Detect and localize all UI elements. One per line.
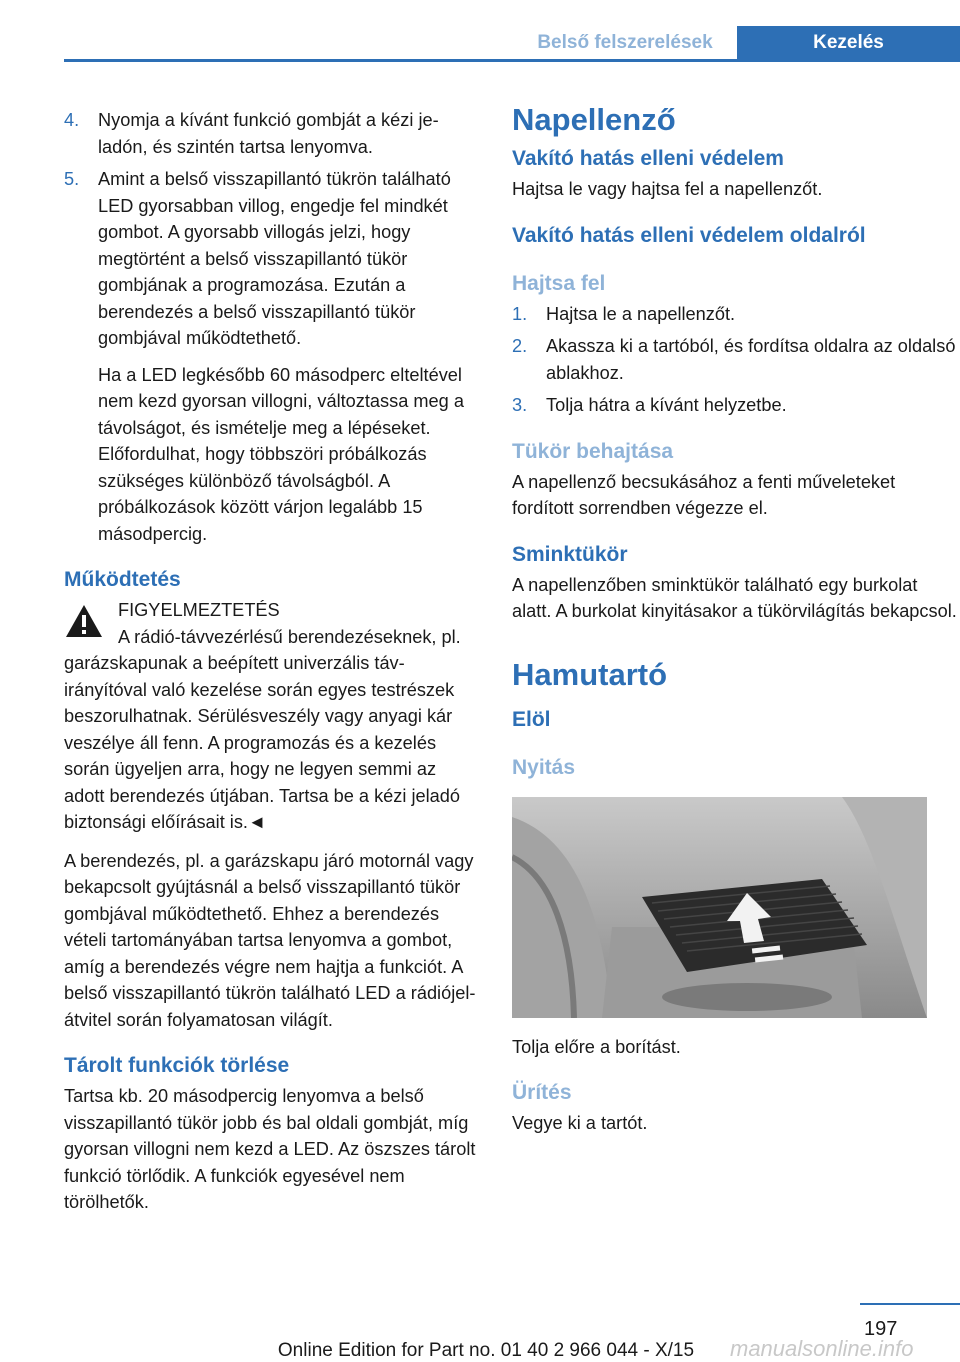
operation-text: A berendezés, pl. a garázskapu járó motornál vagy bekapcsolt gyújtásnál a belső visszapillantó tükör gombjával működtethető. Ehhez a berendezés vételi tartományában tartsa lenyomva a gombot, amíg a berendezés végre nem hajtja a funkciót. A belső visszapillantó tükrön található LED a rádiójel-átvitel során folyamatosan világít. (64, 850, 476, 1030)
heading-vakito-hatas: Vakító hatás elleni védelem (512, 147, 784, 170)
steps-list (64, 107, 477, 352)
tab-kezeles[interactable]: Kezelés (737, 26, 960, 59)
step-number: 4. (64, 110, 80, 130)
list-item (64, 166, 477, 352)
glare-text: Hajtsa le vagy hajtsa fel a napellenzőt. (512, 179, 823, 199)
step-text: Nyomja a kívánt funkció gombját a kézi jeladón, és szintén tartsa lenyomva. (98, 110, 439, 157)
list-item (512, 301, 958, 328)
heading-urites: Ürítés (512, 1081, 572, 1104)
list-item (64, 107, 477, 160)
step-text: Akassza ki a tartóból, és fordítsa oldalra az oldalsó ablakhoz. (546, 336, 956, 383)
warning-block (64, 597, 477, 624)
step-text: Tolja hátra a kívánt helyzetbe. (546, 395, 787, 415)
header-rule (64, 59, 960, 62)
heading-hajtsa-fel: Hajtsa fel (512, 271, 606, 295)
heading-mukodtetes: Működtetés (64, 568, 181, 591)
ashtray-photo (512, 797, 927, 1018)
heading-nyitas: Nyitás (512, 755, 576, 779)
step5-note: Ha a LED legkésőbb 60 másodperc elteltével nem kezd gyorsan villogni, változtassa meg a távolságot, és ismételje meg a lépéseket. Előfordulhat, hogy többszöri próbálkozás szükséges különböző távolságból. A próbálkozások között várjon legalább 15 másodpercig. (98, 364, 464, 544)
delete-text: Tartsa kb. 20 másodpercig lenyomva a belső visszapillantó tükör jobb és bal oldali gombját, míg gyorsan villogni nem kezd a LED. Az öszszes tárolt funkció törlődik. A funkciók egyesével nem törölhetők. (64, 1086, 476, 1212)
edition-footer: Online Edition for Part no. 01 40 2 966 044 - X/15 (277, 1340, 695, 1361)
fold-back-text: A napellenző becsukásához a fenti műveleteket fordított sorrendben végezze el. (512, 471, 896, 518)
page-number: 197 (864, 1318, 898, 1340)
vanity-text: A napellenzőben sminktükör található egy burkolat alatt. A burkolat kinyitásakor a tükörvilágítás bekapcsol. (512, 574, 957, 621)
warning-triangle-icon (64, 603, 104, 639)
open-text: Tolja előre a borítást. (512, 1036, 681, 1057)
fold-steps-list (512, 301, 958, 419)
step-number: 3. (512, 395, 528, 415)
warning-text-body: A rádió-távvezérlésű berendezéseknek, pl. garázskapunak a beépített univerzális távirányítóval való kezelése során egyes testrészek beszorulhatnak. Sérülésveszély vagy anyagi kár veszélye áll fenn. A programozás és a kezelés során ügyeljen arra, hogy ne legyen semmi az adott berendezés útjában. Tartsa be a kézi jeladó biztonsági előírásait is.◄ (64, 626, 461, 832)
heading-tarolt-funkciok-torlese: Tárolt funkciók törlése (64, 1054, 290, 1077)
step-number: 1. (512, 303, 528, 324)
right-column (512, 100, 958, 1149)
page-number-rule (860, 1303, 960, 1305)
heading-elol: Elöl (512, 707, 551, 731)
list-item (512, 392, 958, 419)
list-item (512, 333, 958, 386)
heading-sminktukor: Sminktükör (512, 542, 628, 566)
warning-text (64, 624, 477, 836)
watermark: manualsonline.info (730, 1336, 914, 1361)
heading-hamutarto: Hamutartó (512, 656, 668, 692)
step-number: 2. (512, 336, 528, 356)
empty-text: Vegye ki a tartót. (512, 1113, 648, 1133)
tab-belso-felszerelesek[interactable]: Belső felszerelések (515, 26, 735, 59)
step-text: Amint a belső visszapillantó tükrön található LED gyorsabban villog, engedje fel mindkét gombot. A gyorsabb villogás jelzi, hogy megtörtént a belső visszapillantó tükör gombjának a programozása. Ezután a berendezés a belső visszapillantó tükör gombjával működtethető. (98, 169, 451, 348)
heading-napellenzo: Napellenző (512, 102, 676, 137)
step-text: Hajtsa le a napellenzőt. (546, 303, 736, 324)
step-number: 5. (64, 169, 80, 189)
heading-vakito-hatas-oldalrol: Vakító hatás elleni védelem oldalról (512, 223, 866, 247)
warning-title: FIGYELMEZTETÉS (118, 600, 280, 620)
left-column (64, 107, 477, 1228)
heading-tukor-behajtasa: Tükör behajtása (512, 439, 674, 463)
